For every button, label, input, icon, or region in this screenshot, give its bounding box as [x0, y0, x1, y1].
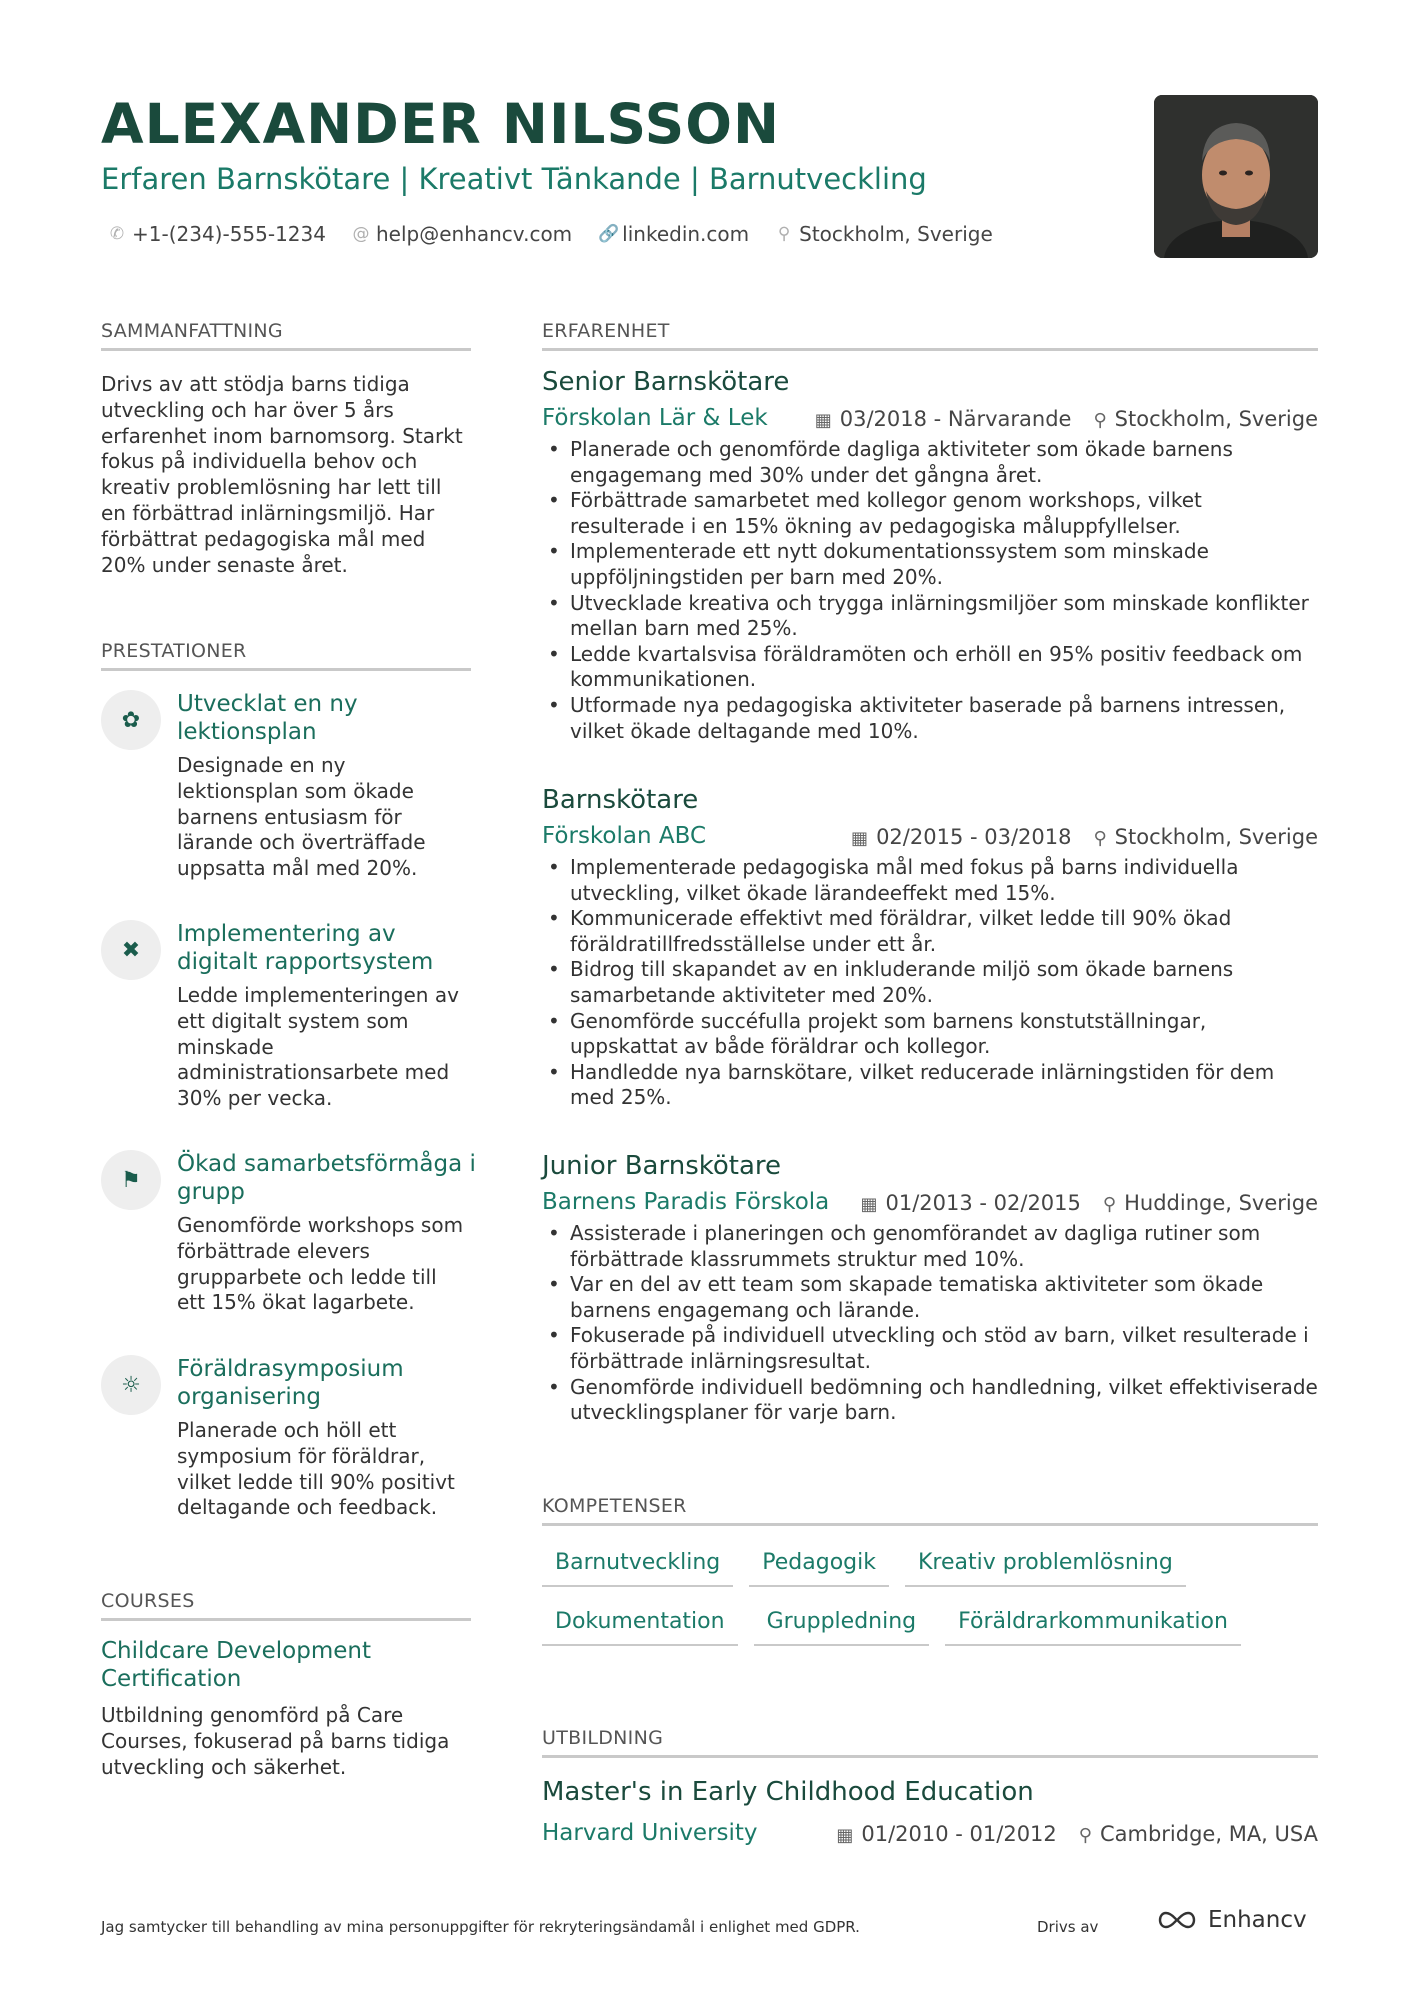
- infinity-logo-icon: [1154, 1909, 1200, 1931]
- section-title-summary: SAMMANFATTNING: [101, 320, 471, 351]
- bullet: • Genomförde individuell bedömning och handledning, vilket effektiviserade utvecklingsplaner för varje barn.: [542, 1375, 1318, 1426]
- bolt-icon: ✿: [101, 690, 161, 750]
- bullet: • Fokuserade på individuell utveckling och stöd av barn, vilket resulterade i förbättrade inlärningsresultat.: [542, 1323, 1318, 1374]
- job-bullets: [542, 1221, 1318, 1426]
- bullet: • Utvecklade kreativa och trygga inlärningsmiljöer som minskade konflikter mellan barn med 25%.: [542, 591, 1318, 642]
- bullet: • Förbättrade samarbetet med kollegor genom workshops, vilket resulterade i en 15% ökning av pedagogiska måluppfyllelser.: [542, 488, 1318, 539]
- course-desc: Utbildning genomförd på Care Courses, fokuserad på barns tidiga utveckling och säkerhet.: [101, 1703, 450, 1779]
- achievement-desc: Genomförde workshops som förbättrade elevers grupparbete och ledde till ett 15% ökat lagarbete.: [177, 1213, 464, 1315]
- bullet: • Implementerade pedagogiska mål med fokus på barns individuella utveckling, vilket ökade lärandeeffekt med 15%.: [542, 855, 1318, 906]
- location-pin-icon: ⚲: [777, 224, 791, 244]
- flag-icon: ⚑: [101, 1150, 161, 1210]
- skills-row: [542, 1550, 1186, 1587]
- job-dates: [851, 825, 1071, 849]
- job-title: Junior Barnskötare: [542, 1151, 782, 1181]
- education-meta: [836, 1822, 1318, 1846]
- profile-photo: [1154, 95, 1318, 258]
- enhancv-logo[interactable]: [1154, 1907, 1307, 1933]
- contact-linkedin[interactable]: [598, 222, 749, 246]
- contact-bar: [108, 222, 993, 246]
- summary-text: Drivs av att stödja barns tidiga utveckling och har över 5 års erfarenhet inom barnomsorg. Starkt fokus på individuella behov och kreativ problemlösning har lett till en förbättrad inlärningsmiljö. Har förbättrat pedagogiska mål med 20% under senaste året.: [101, 372, 463, 577]
- profile-photo-image: [1154, 95, 1318, 258]
- achievement-title: Ökad samarbetsförmåga i grupp: [177, 1151, 476, 1205]
- job-location: [1093, 825, 1318, 849]
- job-dates-text: 03/2018 - Närvarande: [839, 407, 1072, 431]
- job-location: [1103, 1191, 1318, 1215]
- location-pin-icon: ⚲: [1093, 410, 1107, 431]
- calendar-icon: ▦: [836, 1825, 854, 1846]
- job-dates-text: 02/2015 - 03/2018: [876, 825, 1072, 849]
- contact-phone[interactable]: [108, 222, 326, 246]
- job-bullets: [542, 437, 1318, 744]
- skill-tag: Föräldrarkommunikation: [945, 1609, 1241, 1646]
- skill-tag: Pedagogik: [749, 1550, 889, 1587]
- education-meta-row: [542, 1820, 1318, 1850]
- gdpr-consent-note: Jag samtycker till behandling av mina personuppgifter för rekryteringsändamål i enlighet med GDPR.: [101, 1918, 860, 1936]
- job-location-text: Huddinge, Sverige: [1124, 1191, 1318, 1215]
- section-title-achievements: PRESTATIONER: [101, 640, 471, 671]
- company-name: Förskolan ABC: [542, 823, 707, 849]
- tools-icon: ✖: [101, 920, 161, 980]
- job-title: Senior Barnskötare: [542, 367, 790, 397]
- contact-email[interactable]: [352, 222, 572, 246]
- location-text: Stockholm, Sverige: [799, 222, 993, 246]
- section-title-skills: KOMPETENSER: [542, 1495, 1318, 1526]
- bullet: • Utformade nya pedagogiska aktiviteter baserade på barnens intressen, vilket ökade deltagande med 10%.: [542, 693, 1318, 744]
- achievement-title: Implementering av digitalt rapportsystem: [177, 921, 434, 975]
- job-meta-row: [542, 823, 1318, 853]
- section-title-education: UTBILDNING: [542, 1727, 1318, 1758]
- at-icon: @: [352, 224, 370, 244]
- job-meta: [860, 1191, 1318, 1215]
- job-location: [1093, 407, 1318, 431]
- job-title: Barnskötare: [542, 785, 699, 815]
- location-pin-icon: ⚲: [1093, 828, 1107, 849]
- job-meta-row: [542, 405, 1318, 435]
- phone-icon: ✆: [109, 224, 125, 244]
- calendar-icon: ▦: [860, 1194, 878, 1215]
- location-pin-icon: ⚲: [1078, 1825, 1092, 1846]
- achievement-desc: Ledde implementeringen av ett digitalt system som minskade administrationsarbete med 30% per vecka.: [177, 983, 459, 1111]
- bullet: • Handledde nya barnskötare, vilket reducerade inlärningstiden för dem med 25%.: [542, 1060, 1318, 1111]
- link-icon: 🔗: [598, 224, 620, 244]
- job-location-text: Stockholm, Sverige: [1114, 825, 1318, 849]
- skill-tag: Kreativ problemlösning: [905, 1550, 1186, 1587]
- job-location-text: Stockholm, Sverige: [1114, 407, 1318, 431]
- section-title-experience: ERFARENHET: [542, 320, 1318, 351]
- job-meta: [851, 825, 1318, 849]
- achievement-desc: Designade en ny lektionsplan som ökade barnens entusiasm för lärande och överträffade uppsatta mål med 20%.: [177, 753, 426, 881]
- achievement-title: Utvecklat en ny lektionsplan: [177, 691, 358, 745]
- bullet: • Planerade och genomförde dagliga aktiviteter som ökade barnens engagemang med 30% under det gångna året.: [542, 437, 1318, 488]
- brand-name: Enhancv: [1208, 1907, 1307, 1933]
- bullet: • Implementerade ett nytt dokumentationssystem som minskade uppföljningstiden per barn med 20%.: [542, 539, 1318, 590]
- headline: Erfaren Barnskötare | Kreativt Tänkande | Barnutveckling: [101, 162, 927, 196]
- bullet: • Var en del av ett team som skapade tematiska aktiviteter som ökade barnens engagemang och lärande.: [542, 1272, 1318, 1323]
- degree-title: Master's in Early Childhood Education: [542, 1777, 1034, 1807]
- job-dates: [860, 1191, 1080, 1215]
- linkedin-text: linkedin.com: [622, 222, 750, 246]
- phone-text: +1-(234)-555-1234: [132, 222, 326, 246]
- education-dates-text: 01/2010 - 01/2012: [861, 1822, 1057, 1846]
- contact-location: [775, 222, 993, 246]
- company-name: Förskolan Lär & Lek: [542, 405, 768, 431]
- bullet: • Ledde kvartalsvisa föräldramöten och erhöll en 95% positiv feedback om kommunikationen.: [542, 642, 1318, 693]
- education-location: [1079, 1822, 1318, 1846]
- skills-row: [542, 1609, 1241, 1646]
- company-name: Barnens Paradis Förskola: [542, 1189, 830, 1215]
- calendar-icon: ▦: [851, 828, 869, 849]
- bullet: • Assisterade i planeringen och genomförandet av dagliga rutiner som förbättrade klassrummets struktur med 10%.: [542, 1221, 1318, 1272]
- bullet: • Bidrog till skapandet av en inkluderande miljö som ökade barnens samarbetande aktiviteter med 20%.: [542, 957, 1318, 1008]
- skill-tag: Dokumentation: [542, 1609, 738, 1646]
- achievement-desc: Planerade och höll ett symposium för föräldrar, vilket ledde till 90% positivt deltagande och feedback.: [177, 1418, 455, 1520]
- school-name: Harvard University: [542, 1820, 758, 1846]
- job-dates-text: 01/2013 - 02/2015: [885, 1191, 1081, 1215]
- lightbulb-icon: ☼: [101, 1355, 161, 1415]
- achievement-title: Föräldrasymposium organisering: [177, 1356, 404, 1410]
- job-meta: [815, 407, 1318, 431]
- candidate-name: ALEXANDER NILSSON: [101, 92, 780, 156]
- calendar-icon: ▦: [814, 410, 832, 431]
- bullet: • Kommunicerade effektivt med föräldrar, vilket ledde till 90% ökad föräldratillfredsställelse under ett år.: [542, 906, 1318, 957]
- job-bullets: [542, 855, 1318, 1111]
- email-text: help@enhancv.com: [375, 222, 573, 246]
- skill-tag: Barnutveckling: [542, 1550, 733, 1587]
- bullet: • Genomförde succéfulla projekt som barnens konstutställningar, uppskattat av både föräldrar och kollegor.: [542, 1009, 1318, 1060]
- powered-by-label: Drivs av: [1037, 1918, 1099, 1936]
- education-location-text: Cambridge, MA, USA: [1099, 1822, 1318, 1846]
- course-title: Childcare Development Certification: [101, 1638, 372, 1692]
- education-dates: [836, 1822, 1056, 1846]
- location-pin-icon: ⚲: [1102, 1194, 1117, 1215]
- job-dates: [815, 407, 1072, 431]
- section-title-courses: COURSES: [101, 1590, 471, 1621]
- job-meta-row: [542, 1189, 1318, 1219]
- skill-tag: Gruppledning: [754, 1609, 930, 1646]
